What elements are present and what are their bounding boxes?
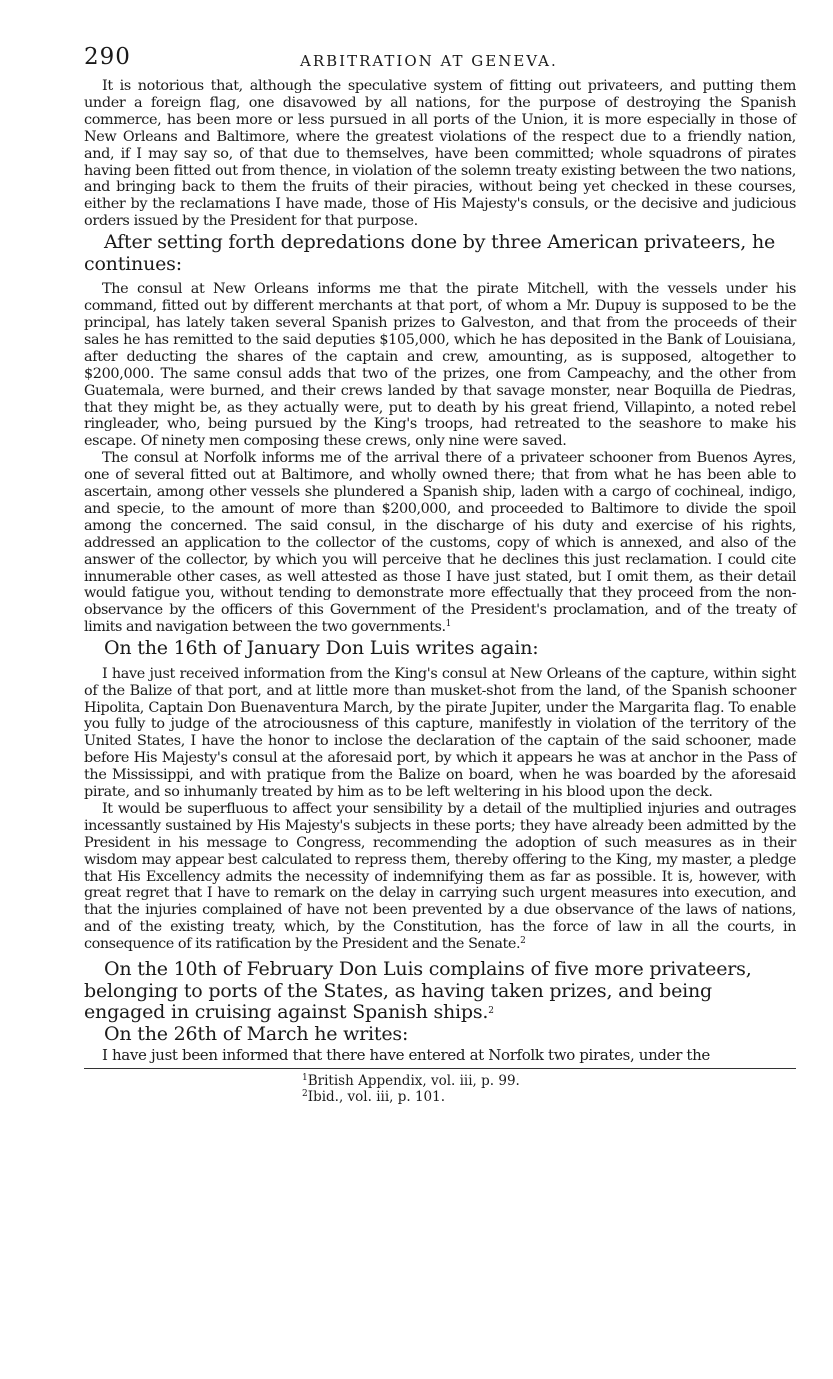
footnote-mark: 2 [302,1089,308,1099]
footnote [302,1089,796,1105]
narrative-paragraph [84,959,796,1024]
footnote-text: Ibid., vol. iii, p. 101. [307,1089,446,1105]
page-header [84,44,796,78]
running-title: ARBITRATION AT GENEVA. [300,52,558,70]
footnote-ref: 1 [445,619,451,630]
paragraph-text: It would be superfluous to affect your sensibility by a detail of the multiplied injuries and outrages incessantly sustained by His Majesty's subjects in these ports; they have already been admitted by the President in his message to Congress, recommending the adoption of such measures as in their wisdom may appear best calculated to repress them, thereby offering to the King, my master, a pledge that His Excellency admits the necessity of indemnifying them as far as possible. It is, however, with great regret that I have to remark on the delay in carrying such urgent measures into execution, and that the injuries complained of have not been prevented by a due observance of the laws of nations, and of the existing treaty, which, by the Constitution, has the force of law in all the courts, in consequence of its ratification by the President and the Senate. [84,800,796,953]
document-page [84,44,796,1105]
footnote-mark: 1 [302,1073,308,1083]
quoted-paragraph: It is notorious that, although the speculative system of fitting out privateers, and putting them under a foreign flag, one disavowed by all nations, for the purpose of destroying the Spanish commerce, has been more or less pursued in all ports of the Union, it is more especially in those of New Orleans and Baltimore, where the greatest violations of the respect due to a friendly nation, and, if I may say so, of that due to themselves, have been committed; whole squadrons of pirates having been fitted out from thence, in violation of the solemn treaty existing between the two nations, and bringing back to them the fruits of their piracies, without being yet checked in these courses, either by the reclamations I have made, those of His Majesty's consuls, or the decisive and judicious orders issued by the President for that purpose. [84,78,796,230]
quoted-paragraph [84,801,796,953]
footnote-ref: 2 [488,1006,494,1017]
quoted-paragraph: I have just been informed that there have entered at Norfolk two pirates, under the [102,1046,710,1065]
quoted-paragraph: The consul at New Orleans informs me that the pirate Mitchell, with the vessels under his command, fitted out by different merchants at that port, of whom a Mr. Dupuy is supposed to be the principal, has lately taken several Spanish prizes to Galveston, and that from the proceeds of their sales he has remitted to the said deputies $105,000, which he has deposited in the Bank of Louisiana, after deducting the shares of the captain and crew, amounting, as is supposed, altogether to $200,000. The same consul adds that two of the prizes, one from Campeachy, and the other from Guatemala, were burned, and their crews landed by that savage monster, near Boquilla de Piedras, that they might be, as they actually were, put to death by his great friend, Villapinto, a noted rebel ringleader, who, being pursued by the King's troops, had retreated to the seashore to make his escape. Of ninety men composing these crews, only nine were saved. [84,281,796,450]
footnote-text: British Appendix, vol. iii, p. 99. [307,1073,520,1089]
narrative-paragraph: After setting forth depredations done by three American privateers, he continues: [84,231,776,275]
paragraph-text: On the 10th of February Don Luis complains of five more privateers, belonging to ports of the States, as having taken prizes, and being engaged in cruising against Spanish ships. [84,958,752,1024]
footnote [302,1073,796,1089]
footnote-ref: 2 [520,936,526,947]
quoted-paragraph [84,450,796,636]
footnote-divider [84,1068,796,1069]
paragraph-text: The consul at Norfolk informs me of the arrival there of a privateer schooner from Buenos Ayres, one of several fitted out at Baltimore, and wholly owned there; that from what he has been able to ascertain, among other vessels she plundered a Spanish ship, laden with a cargo of cochineal, indigo, and specie, to the amount of more than $200,000, and proceeded to Baltimore to divide the spoil among the concerned. The said consul, in the discharge of his duty and exercise of his rights, addressed an application to the collector of the customs, copy of which is annexed, and also of the answer of the collector, by which you will perceive that he declines this just reclamation. I could cite innumerable other cases, as well attested as those I have just stated, but I omit them, as their detail would fatigue you, without tending to demonstrate more effectually that they proceed from the non-observance by the officers of this Government of the President's proclamation, and of the treaty of limits and navigation between the two governments. [84,450,796,636]
page-number: 290 [84,44,131,70]
quoted-paragraph: I have just received information from the King's consul at New Orleans of the capture, within sight of the Balize of that port, and at little more than musket-shot from the land, of the Spanish schooner Hipolita, Captain Don Buenaventura March, by the pirate Jupiter, under the Margarita flag. To enable you fully to judge of the atrociousness of this capture, manifestly in violation of the territory of the United States, I have the honor to inclose the declaration of the captain of the said schooner, made before His Majesty's consul at the aforesaid port, by which it appears he was at anchor in the Pass of the Mississippi, and with pratique from the Balize on board, when he was boarded by the aforesaid pirate, and so inhumanly treated by him as to be left weltering in his blood upon the deck. [84,665,796,801]
footnotes [84,1073,796,1105]
narrative-paragraph: On the 26th of March he writes: [104,1022,409,1045]
narrative-paragraph: On the 16th of January Don Luis writes again: [104,637,539,660]
